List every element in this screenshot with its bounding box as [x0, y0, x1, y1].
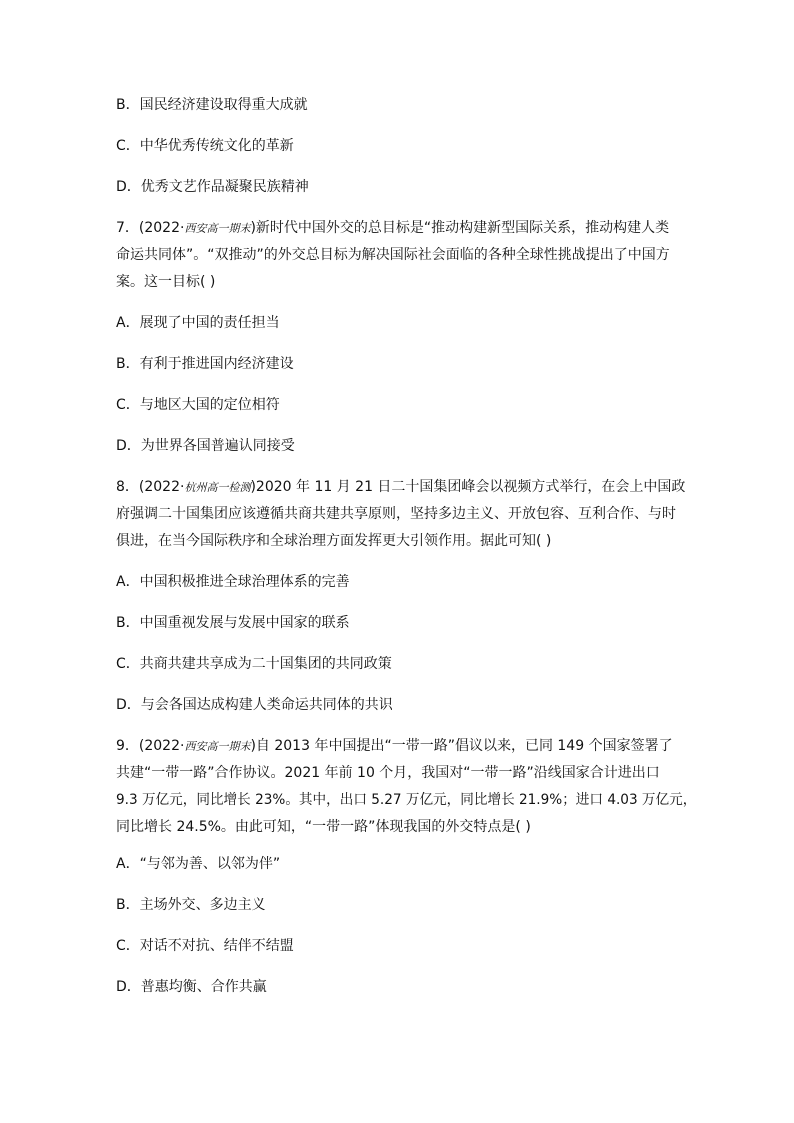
q8-number: 8．(2022· — [116, 479, 185, 495]
q7-stem-line-1 — [116, 218, 696, 239]
q8-stem-line-1 — [116, 477, 696, 498]
q7-stem-line-3: 案。这一目标( ) — [116, 274, 216, 290]
q6-option-c: C．中华优秀传统文化的革新 — [116, 138, 294, 154]
q9-stem-line-1 — [116, 736, 696, 757]
q8-option-b: B．中国重视发展与发展中国家的联系 — [116, 615, 350, 631]
q9-stem-line-4: 同比增长 24.5%。由此可知，“一带一路”体现我国的外交特点是( ) — [116, 819, 531, 835]
q6-option-d: D．优秀文艺作品凝聚民族精神 — [116, 179, 309, 195]
q9-option-d: D．普惠均衡、合作共赢 — [116, 979, 267, 995]
q8-option-a: A．中国积极推进全球治理体系的完善 — [116, 574, 350, 590]
q7-option-b: B．有利于推进国内经济建设 — [116, 356, 294, 372]
q9-option-b: B．主场外交、多边主义 — [116, 897, 266, 913]
q7-stem-line-2: 命运共同体”。“双推动”的外交总目标为解决国际社会面临的各种全球性挑战提出了中国方 — [116, 247, 670, 263]
q9-option-c: C．对话不对抗、结伴不结盟 — [116, 938, 294, 954]
q8-stem-line-3: 俱进，在当今国际秩序和全球治理方面发挥更大引领作用。据此可知( ) — [116, 533, 552, 549]
q8-stem-line-2: 府强调二十国集团应该遵循共商共建共享原则，坚持多边主义、开放包容、互利合作、与时 — [116, 506, 676, 522]
q9-stem-line-3: 9.3 万亿元，同比增长 23%。其中，出口 5.27 万亿元，同比增长 21.9%；进口 4.03 万亿元， — [116, 792, 697, 808]
q9-number: 9．(2022· — [116, 738, 185, 754]
q8-option-c: C．共商共建共享成为二十国集团的共同政策 — [116, 656, 392, 672]
q6-option-b: B．国民经济建设取得重大成就 — [116, 97, 308, 113]
q9-source: 西安高一期末 — [184, 740, 251, 753]
q9-stem-line-2: 共建“一带一路”合作协议。2021 年前 10 个月，我国对“一带一路”沿线国家合计进出口 — [116, 765, 660, 781]
q7-option-d: D．为世界各国普遍认同接受 — [116, 438, 295, 454]
q7-number: 7．(2022· — [116, 220, 185, 236]
q9-stem-text: )自 2013 年中国提出“一带一路”倡议以来，已同 149 个国家签署了 — [250, 738, 673, 754]
q7-stem-text: )新时代中国外交的总目标是“推动构建新型国际关系，推动构建人类 — [250, 220, 670, 236]
q7-option-c: C．与地区大国的定位相符 — [116, 397, 280, 413]
q8-stem-text: )2020 年 11 月 21 日二十国集团峰会以视频方式举行，在会上中国政 — [250, 479, 686, 495]
q7-source: 西安高一期末 — [184, 222, 251, 235]
q8-source: 杭州高一检测 — [184, 481, 251, 494]
q9-option-a: A．“与邻为善、以邻为伴” — [116, 856, 281, 872]
q7-option-a: A．展现了中国的责任担当 — [116, 315, 280, 331]
q8-option-d: D．与会各国达成构建人类命运共同体的共识 — [116, 697, 393, 713]
